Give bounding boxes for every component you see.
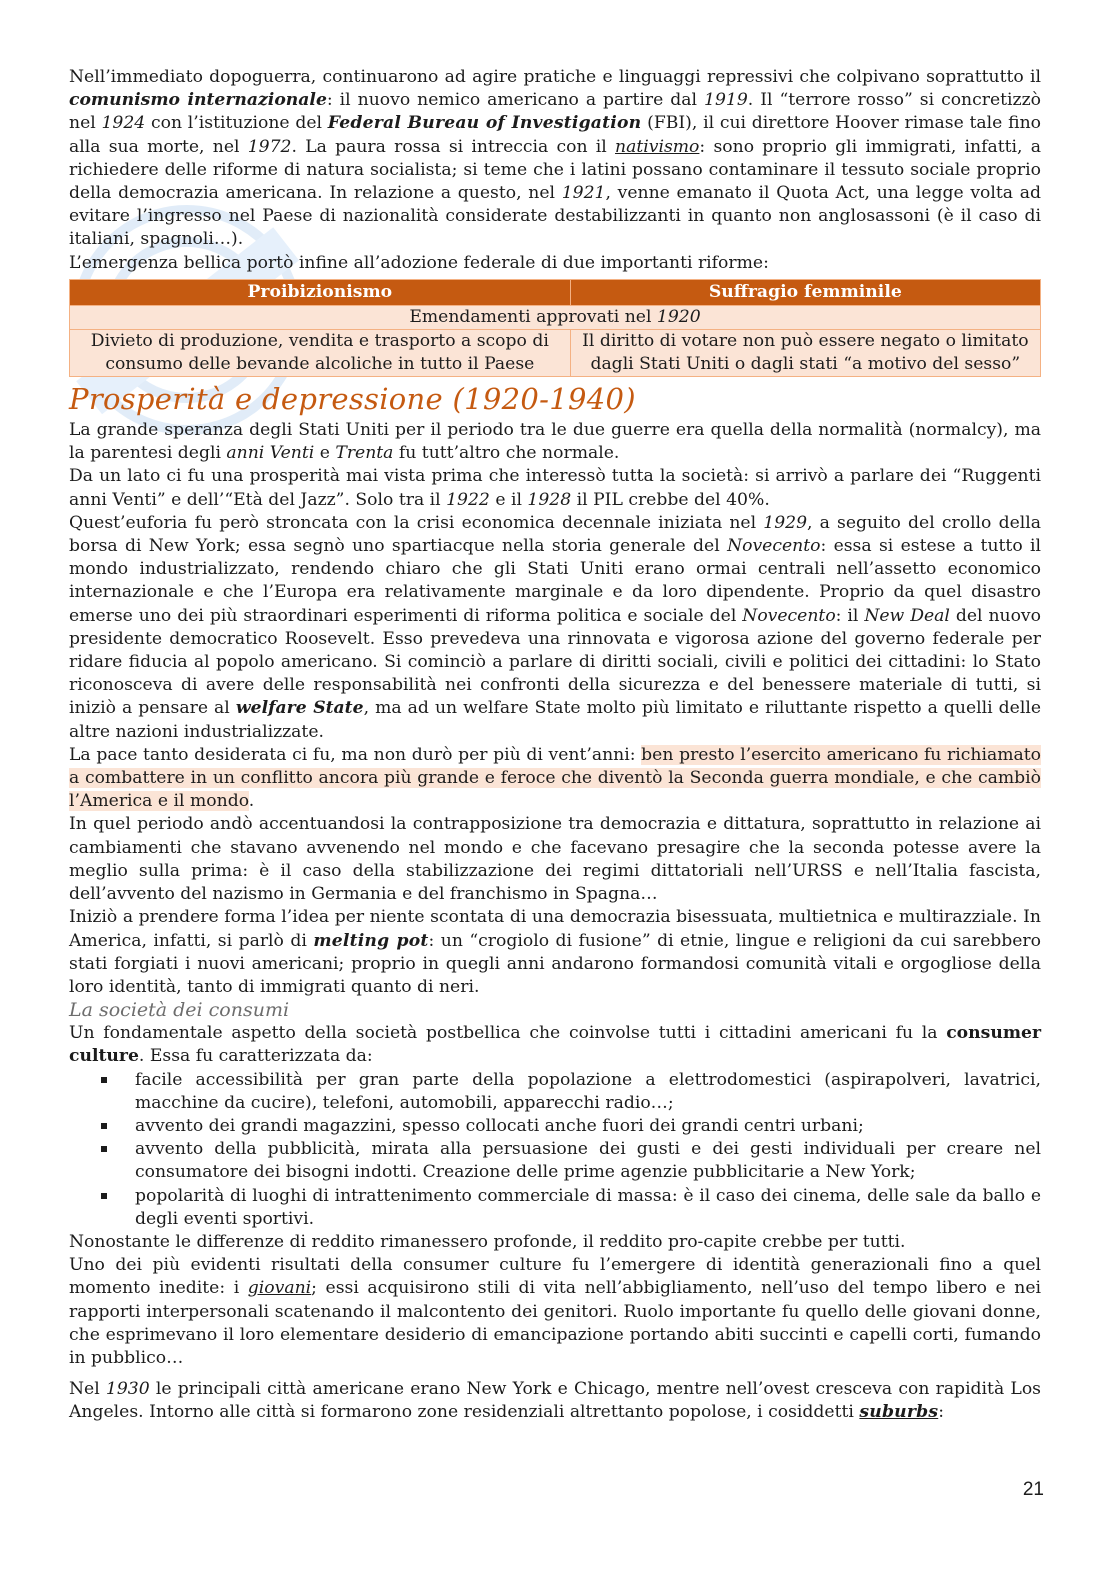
paragraph-dictatorship: In quel periodo andò accentuandosi la contrapposizione tra democrazia e dittatura, soprattutto in relazione ai cambiamenti che stavano avvenendo nel mondo e che facevano presagire che la seconda potesse avere la meglio sulla prima: è il caso della stabilizzazione dei regimi dittatoriali nell’URSS e nell’Italia fascista, dell’avvento del nazismo in Germania e del franchismo in Spagna… xyxy=(69,814,1041,905)
section-title: Prosperità e depressione (1920-1940) xyxy=(69,382,636,417)
paragraph-income: Nonostante le differenze di reddito rimanessero profonde, il reddito pro-capite crebbe per tutti. xyxy=(69,1231,906,1252)
paragraph-intro: Nell’immediato dopoguerra, continuarono ad agire pratiche e linguaggi repressivi che colpivano soprattutto il comunismo internazionale: il nuovo nemico americano a partire dal 1919. Il “terrore rosso” si concretizzò nel 1924 con l’istituzione del Federal Bureau of Investigation (FBI), il cui direttore Hoover rimase tale fino alla sua morte, nel 1972. La paura rossa si intreccia con il nativismo: sono proprio gli immigrati, infatti, a richiedere delle riforme di natura socialista; si teme che i latini possano contaminare il tessuto sociale proprio della democrazia americana. In relazione a questo, nel 1921, venne emanato il Quota Act, una legge volta ad evitare l’ingresso nel Paese di nazionalità considerate destabilizzanti in quanto non anglosassoni (è il caso di italiani, spagnoli…). xyxy=(69,67,1042,250)
bullet-icon xyxy=(101,1077,107,1083)
list-item: popolarità di luoghi di intrattenimento commerciale di massa: è il caso dei cinema, delle sale da ballo e degli eventi sportivi. xyxy=(69,1185,1041,1231)
table-cell-prohibition: Divieto di produzione, vendita e trasporto a scopo di consumo delle bevande alcoliche in tutto il Paese xyxy=(70,330,571,377)
list-item: avvento della pubblicità, mirata alla persuasione dei gusti e dei gesti individuali per creare nel consumatore dei bisogni indotti. Creazione delle prime agenzie pubblicitarie a New York; xyxy=(69,1138,1041,1184)
subsection-title: La società dei consumi xyxy=(69,999,290,1022)
bullet-icon xyxy=(101,1193,107,1199)
page-number: 21 xyxy=(1022,1479,1044,1500)
bullet-icon xyxy=(101,1146,107,1152)
paragraph-youth: Uno dei più evidenti risultati della consumer culture fu l’emergere di identità generazionali fino a quel momento inedite: i giovani; essi acquisirono stili di vita nell’abbigliamento, nell’uso del tempo libero e nei rapporti interpersonali scatenando il malcontento dei genitori. Ruolo importante fu quello delle giovani donne, che esprimevano il loro elementare desiderio di emancipazione portando abiti succinti e capelli corti, fumando in pubblico… xyxy=(69,1255,1041,1368)
bullet-icon xyxy=(101,1123,107,1129)
paragraph-prosperity: Da un lato ci fu una prosperità mai vista prima che interessò tutta la società: si arrivò a parlare dei “Ruggenti anni Venti” e dell’“Età del Jazz”. Solo tra il 1922 e il 1928 il PIL crebbe del 40%. xyxy=(69,466,1041,510)
paragraph-normalcy: La grande speranza degli Stati Uniti per il periodo tra le due guerre era quella della normalità (normalcy), ma la parentesi degli anni Venti e Trenta fu tutt’altro che normale. xyxy=(69,420,1041,464)
table-shared-row: Emendamenti approvati nel 1920 xyxy=(70,306,1041,330)
paragraph-war: La pace tanto desiderata ci fu, ma non durò per più di vent’anni: ben presto l’esercito americano fu richiamato a combattere in un conflitto ancora più grande e feroce che diventò la Seconda guerra mondiale, e che cambiò l’America e il mondo. xyxy=(69,744,1041,812)
highlighted-text: ben presto l’esercito americano fu richiamato a combattere in un conflitto ancora più grande e feroce che diventò la Seconda guerra mondiale, e che cambiò l’America e il mondo xyxy=(69,744,1041,812)
table-cell-suffrage: Il diritto di votare non può essere negato o limitato dagli Stati Uniti o dagli stati “a motivo del sesso” xyxy=(570,330,1040,377)
page-content xyxy=(69,66,1041,1425)
paragraph-crisis: Quest’euforia fu però stroncata con la crisi economica decennale iniziata nel 1929, a seguito del crollo della borsa di New York; essa segnò uno spartiacque nella storia generale del Novecento: essa si estese a tutto il mondo industrializzato, rendendo chiaro che gli Stati Uniti erano ormai centrali nell’assetto economico internazionale e che l’Europa era relativamente marginale e da loro dipendente. Proprio da quel disastro emerse uno dei più straordinari esperimenti di riforma politica e sociale del Novecento: il New Deal del nuovo presidente democratico Roosevelt. Esso prevedeva una rinnovata e vigorosa azione del governo federale per ridare fiducia al popolo americano. Si cominciò a parlare di diritti sociali, civili e politici dei cittadini: lo Stato riconosceva di avere delle responsabilità nei confronti della sicurezza e del benessere materiale di tutti, si iniziò a pensare al welfare State, ma ad un welfare State molto più limitato e riluttante rispetto a quelli delle altre nazioni industrializzate. xyxy=(69,512,1041,742)
list-item: facile accessibilità per gran parte della popolazione a elettrodomestici (aspirapolveri, lavatrici, macchine da cucire), telefoni, automobili, apparecchi radio…; xyxy=(69,1069,1041,1115)
paragraph-consumer-culture: Un fondamentale aspetto della società postbellica che coinvolse tutti i cittadini americani fu la consumer culture. Essa fu caratterizzata da: xyxy=(69,1023,1041,1067)
consumer-features-list xyxy=(69,1069,1041,1231)
paragraph-cities: Nel 1930 le principali città americane erano New York e Chicago, mentre nell’ovest cresceva con rapidità Los Angeles. Intorno alle città si formarono zone residenziali altrettanto popolose, i cosiddetti suburbs: xyxy=(69,1379,1041,1423)
reforms-table xyxy=(69,279,1041,377)
table-header-suffrage: Suffragio femminile xyxy=(570,279,1040,305)
table-header-prohibition: Proibizionismo xyxy=(70,279,571,305)
list-item: avvento dei grandi magazzini, spesso collocati anche fuori dei grandi centri urbani; xyxy=(69,1115,1041,1138)
paragraph-melting-pot: Iniziò a prendere forma l’idea per niente scontata di una democrazia bisessuata, multietnica e multirazziale. In America, infatti, si parlò di melting pot: un “crogiolo di fusione” di etnie, lingue e religioni da cui sarebbero stati forgiati i nuovi americani; proprio in quegli anni andarono formandosi comunità vitali e orgogliose della loro identità, tanto di immigrati quanto di neri. xyxy=(69,907,1041,997)
paragraph-reforms-intro: L’emergenza bellica portò infine all’adozione federale di due importanti riforme: xyxy=(69,252,769,273)
